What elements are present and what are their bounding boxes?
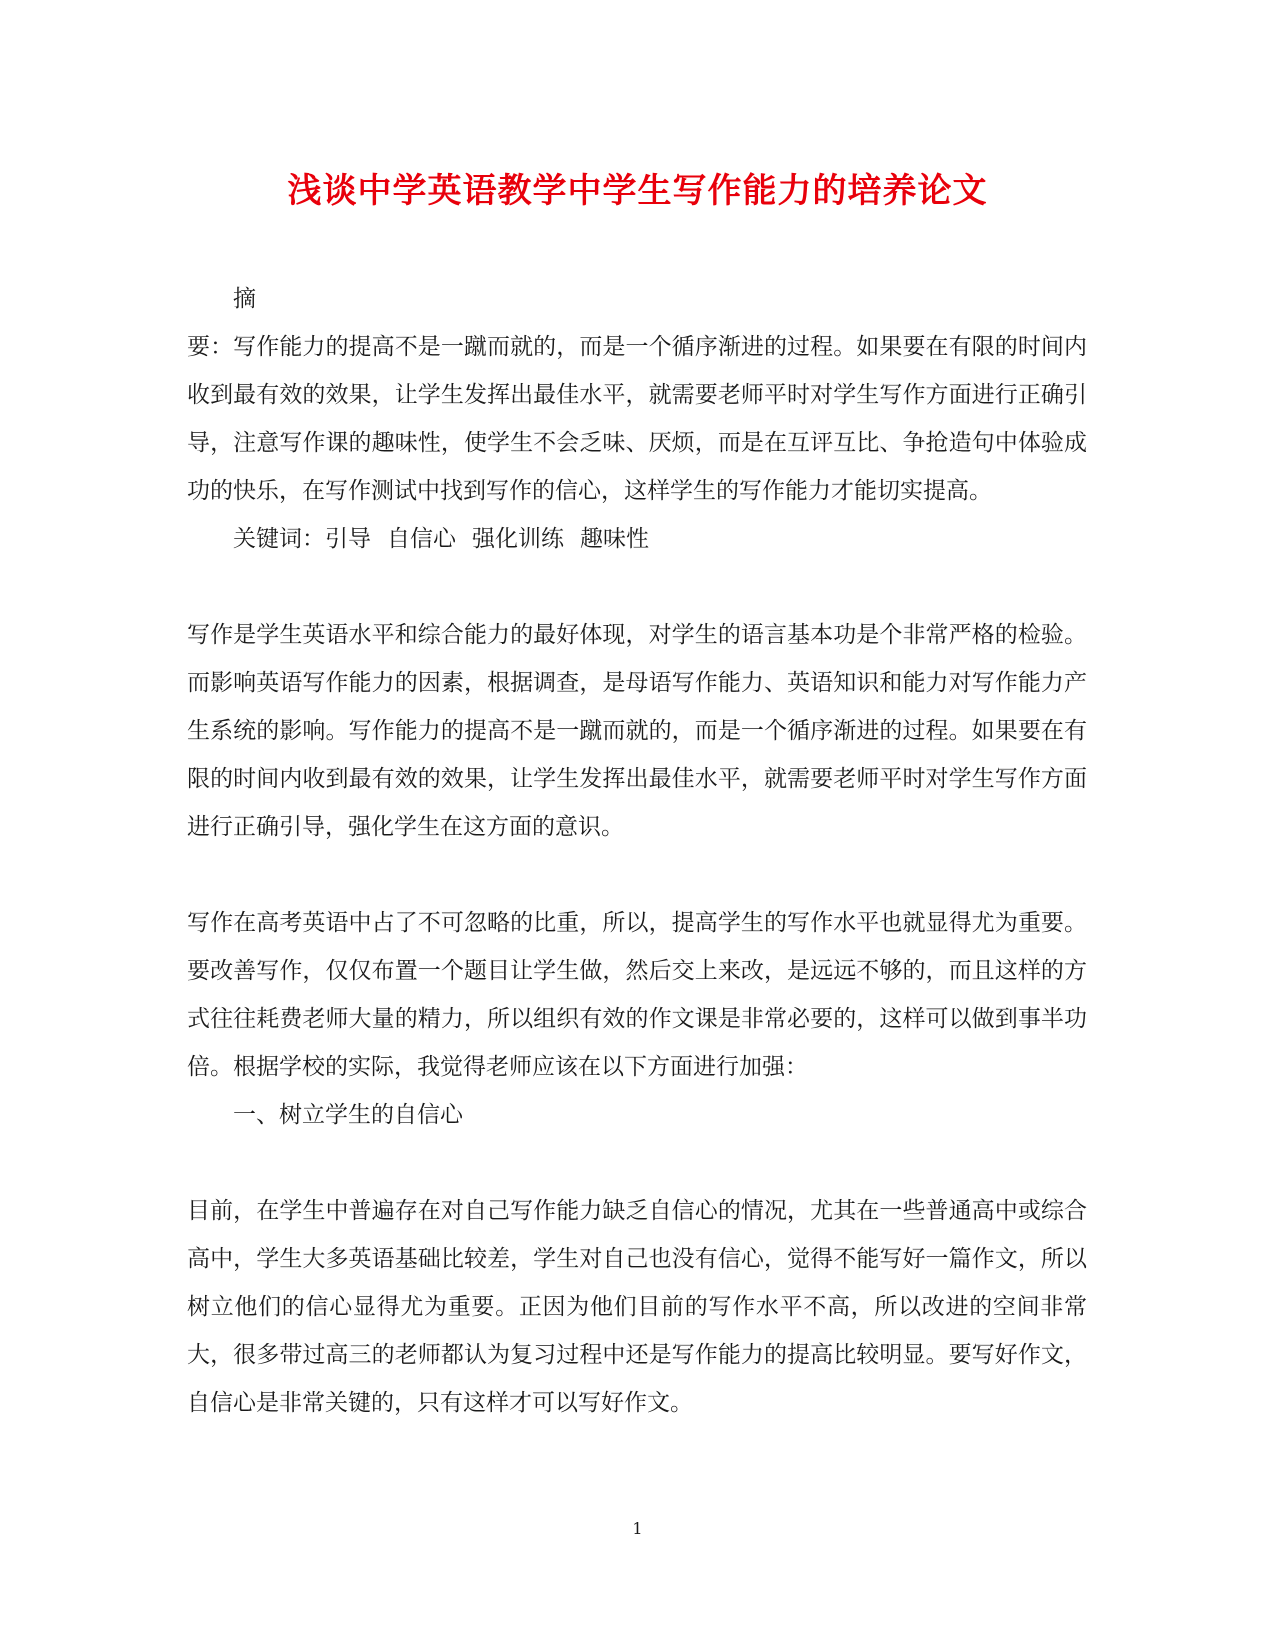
page-number: 1 xyxy=(632,1519,643,1538)
section-heading: 一、树立学生的自信心 xyxy=(233,1102,463,1128)
keyword: 趣味性 xyxy=(580,526,649,552)
keyword: 自信心 xyxy=(387,526,456,552)
keywords-label: 关键词： xyxy=(233,526,325,552)
body-paragraph: 写作在高考英语中占了不可忽略的比重，所以，提高学生的写作水平也就显得尤为重要。要改善写作，仅仅布置一个题目让学生做，然后交上来改，是远远不够的，而且这样的方式往往耗费老师大量的精力，所以组织有效的作文课是非常必要的，这样可以做到事半功倍。根据学校的实际，我觉得老师应该在以下方面进行加强： xyxy=(187,910,1087,1080)
document-body xyxy=(187,275,1087,1427)
abstract-label: 摘 xyxy=(233,286,256,312)
abstract-text: 要：写作能力的提高不是一蹴而就的，而是一个循序渐进的过程。如果要在有限的时间内收到最有效的效果，让学生发挥出最佳水平，就需要老师平时对学生写作方面进行正确引导，注意写作课的趣味性，使学生不会乏味、厌烦，而是在互评互比、争抢造句中体验成功的快乐，在写作测试中找到写作的信心，这样学生的写作能力才能切实提高。 xyxy=(187,334,1087,504)
body-paragraph: 目前，在学生中普遍存在对自己写作能力缺乏自信心的情况，尤其在一些普通高中或综合高中，学生大多英语基础比较差，学生对自己也没有信心，觉得不能写好一篇作文，所以树立他们的信心显得尤为重要。正因为他们目前的写作水平不高，所以改进的空间非常大，很多带过高三的老师都认为复习过程中还是写作能力的提高比较明显。要写好作文，自信心是非常关键的，只有这样才可以写好作文。 xyxy=(187,1198,1087,1416)
body-paragraph: 写作是学生英语水平和综合能力的最好体现，对学生的语言基本功是个非常严格的检验。而影响英语写作能力的因素，根据调查，是母语写作能力、英语知识和能力对写作能力产生系统的影响。写作能力的提高不是一蹴而就的，而是一个循序渐进的过程。如果要在有限的时间内收到最有效的效果，让学生发挥出最佳水平，就需要老师平时对学生写作方面进行正确引导，强化学生在这方面的意识。 xyxy=(187,622,1087,840)
keyword: 强化训练 xyxy=(472,526,564,552)
keyword: 引导 xyxy=(325,526,371,552)
keywords-line xyxy=(187,515,1087,563)
document-title: 浅谈中学英语教学中学生写作能力的培养论文 xyxy=(287,171,988,211)
